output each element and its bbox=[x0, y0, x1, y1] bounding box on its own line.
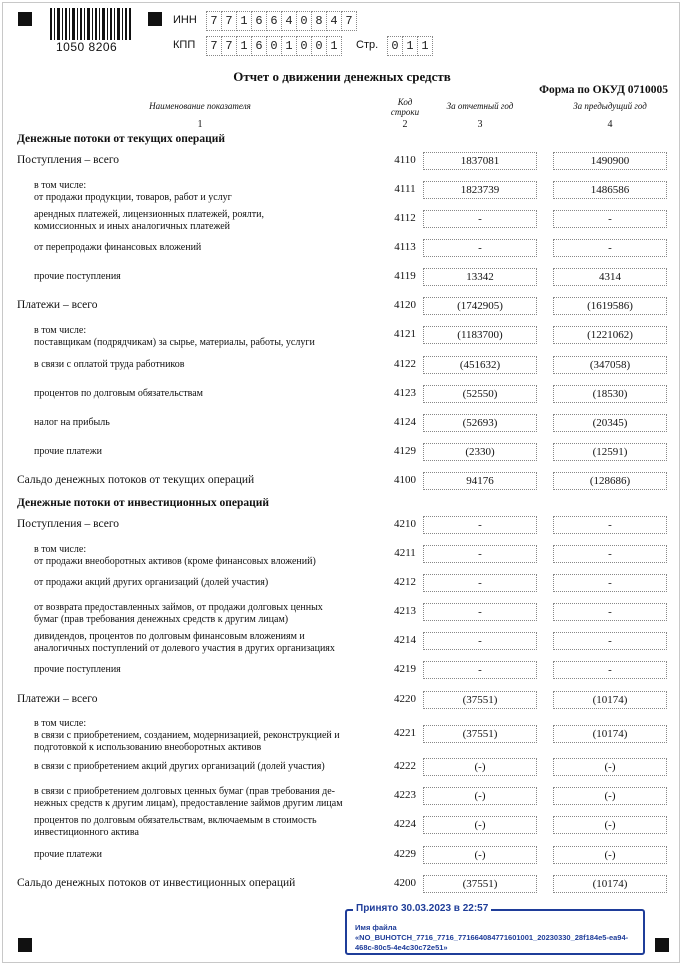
table-row bbox=[0, 296, 684, 316]
corner-marker-bottom-left bbox=[18, 938, 32, 952]
barcode-number: 1050 8206 bbox=[56, 40, 118, 54]
column-header-previous: За предыдущий год bbox=[573, 101, 647, 111]
table-row bbox=[0, 325, 684, 348]
table-row bbox=[0, 413, 684, 433]
inn-digit-cell: 1 bbox=[236, 11, 252, 31]
inn-digit-cell: 0 bbox=[296, 11, 312, 31]
row-code: 4211 bbox=[394, 547, 416, 559]
table-row bbox=[0, 718, 684, 753]
section-operating: Денежные потоки от текущих операций bbox=[17, 133, 225, 145]
acceptance-stamp bbox=[345, 903, 645, 955]
row-code: 4210 bbox=[394, 518, 416, 530]
row-code: 4122 bbox=[394, 358, 416, 370]
table-row bbox=[0, 515, 684, 535]
value-previous-year: (1221062) bbox=[553, 326, 667, 344]
column-header-name: Наименование показателя bbox=[149, 101, 251, 111]
inn-digit-cell: 6 bbox=[251, 11, 267, 31]
row-label: дивидендов, процентов по долговым финансовым вложениям и аналогичных поступлений от долевого участия в других организациях bbox=[34, 631, 335, 654]
row-code: 4213 bbox=[394, 605, 416, 617]
inn-digit-cell: 7 bbox=[341, 11, 357, 31]
table-row bbox=[0, 786, 684, 809]
row-label: прочие платежи bbox=[34, 849, 103, 860]
row-code: 4120 bbox=[394, 299, 416, 311]
value-previous-year: (10174) bbox=[553, 875, 667, 893]
table-row bbox=[0, 471, 684, 491]
row-code: 4214 bbox=[394, 634, 416, 646]
value-previous-year: (-) bbox=[553, 816, 667, 834]
value-current-year: - bbox=[423, 545, 537, 563]
inn-field bbox=[206, 11, 356, 31]
value-current-year: (2330) bbox=[423, 443, 537, 461]
row-label: от перепродажи финансовых вложений bbox=[34, 242, 202, 253]
row-code: 4121 bbox=[394, 328, 416, 340]
table-row bbox=[0, 209, 684, 232]
row-label: прочие поступления bbox=[34, 664, 121, 675]
kpp-digit-cell: 0 bbox=[296, 36, 312, 56]
inn-digit-cell: 4 bbox=[326, 11, 342, 31]
row-label: процентов по долговым обязательствам bbox=[34, 388, 203, 399]
row-code: 4212 bbox=[394, 576, 416, 588]
stamp-title: Принято 30.03.2023 в 22:57 bbox=[353, 903, 491, 914]
value-current-year: 1823739 bbox=[423, 181, 537, 199]
page-label: Стр. bbox=[356, 39, 379, 51]
table-row bbox=[0, 845, 684, 865]
value-previous-year: (10174) bbox=[553, 691, 667, 709]
column-number-2: 2 bbox=[402, 119, 408, 130]
row-label: в том числе: поставщикам (подрядчикам) за сырье, материалы, работы, услуги bbox=[34, 325, 315, 348]
value-current-year: 1837081 bbox=[423, 152, 537, 170]
table-row bbox=[0, 757, 684, 777]
inn-label: ИНН bbox=[173, 14, 197, 26]
value-previous-year: (10174) bbox=[553, 725, 667, 743]
row-label: в связи с приобретением долговых ценных бумаг (прав требования де- нежных средств к другим лицам), предоставление займов другим лицам bbox=[34, 786, 343, 809]
value-previous-year: (20345) bbox=[553, 414, 667, 432]
inn-digit-cell: 8 bbox=[311, 11, 327, 31]
page-number-field bbox=[387, 36, 432, 56]
page-digit-cell: 0 bbox=[387, 36, 403, 56]
column-number-3: 3 bbox=[477, 119, 483, 130]
row-code: 4229 bbox=[394, 848, 416, 860]
value-current-year: - bbox=[423, 516, 537, 534]
value-current-year: - bbox=[423, 210, 537, 228]
column-number-1: 1 bbox=[197, 119, 203, 130]
row-code: 4100 bbox=[394, 474, 416, 486]
stamp-file-name: «NO_BUHOTCH_7716_7716_771664084771601001_20230330_28f184e5-ea94-468c-80c5-4e4c30c72e51» bbox=[355, 933, 629, 952]
column-number-4: 4 bbox=[607, 119, 613, 130]
row-label: в том числе: от продажи внеоборотных активов (кроме финансовых вложений) bbox=[34, 544, 316, 567]
row-label: прочие платежи bbox=[34, 446, 103, 457]
kpp-digit-cell: 7 bbox=[206, 36, 222, 56]
value-current-year: - bbox=[423, 239, 537, 257]
value-previous-year: - bbox=[553, 603, 667, 621]
value-current-year: (-) bbox=[423, 846, 537, 864]
value-previous-year: (12591) bbox=[553, 443, 667, 461]
value-previous-year: (-) bbox=[553, 787, 667, 805]
table-row bbox=[0, 573, 684, 593]
row-label: в связи с приобретением акций других организаций (долей участия) bbox=[34, 761, 325, 772]
table-row bbox=[0, 442, 684, 462]
value-previous-year: (18530) bbox=[553, 385, 667, 403]
row-code: 4220 bbox=[394, 693, 416, 705]
table-row bbox=[0, 631, 684, 654]
value-previous-year: 1486586 bbox=[553, 181, 667, 199]
report-title: Отчет о движении денежных средств bbox=[233, 69, 451, 84]
value-current-year: (-) bbox=[423, 758, 537, 776]
kpp-digit-cell: 0 bbox=[266, 36, 282, 56]
value-previous-year: - bbox=[553, 632, 667, 650]
value-previous-year: (1619586) bbox=[553, 297, 667, 315]
value-current-year: (451632) bbox=[423, 356, 537, 374]
kpp-field bbox=[206, 36, 341, 56]
value-current-year: (37551) bbox=[423, 725, 537, 743]
row-code: 4123 bbox=[394, 387, 416, 399]
kpp-digit-cell: 1 bbox=[326, 36, 342, 56]
row-code: 4112 bbox=[394, 212, 416, 224]
inn-digit-cell: 4 bbox=[281, 11, 297, 31]
barcode-image bbox=[50, 8, 132, 40]
table-row bbox=[0, 267, 684, 287]
row-label: в том числе: от продажи продукции, товаров, работ и услуг bbox=[34, 180, 232, 203]
kpp-digit-cell: 6 bbox=[251, 36, 267, 56]
value-previous-year: - bbox=[553, 210, 667, 228]
table-row bbox=[0, 180, 684, 203]
row-label: налог на прибыль bbox=[34, 417, 110, 428]
table-row bbox=[0, 874, 684, 894]
table-row bbox=[0, 355, 684, 375]
row-label: от продажи акций других организаций (долей участия) bbox=[34, 577, 269, 588]
kpp-digit-cell: 7 bbox=[221, 36, 237, 56]
value-previous-year: - bbox=[553, 239, 667, 257]
table-row bbox=[0, 384, 684, 404]
corner-marker-bottom-right bbox=[655, 938, 669, 952]
table-row bbox=[0, 660, 684, 680]
okud-code: Форма по ОКУД 0710005 bbox=[539, 84, 668, 96]
table-row bbox=[0, 602, 684, 625]
column-header-current: За отчетный год bbox=[446, 101, 514, 111]
value-current-year: (-) bbox=[423, 787, 537, 805]
value-previous-year: - bbox=[553, 516, 667, 534]
row-code: 4200 bbox=[394, 877, 416, 889]
section-investing: Денежные потоки от инвестиционных операций bbox=[17, 497, 269, 509]
row-code: 4119 bbox=[394, 270, 416, 282]
value-previous-year: 1490900 bbox=[553, 152, 667, 170]
value-current-year: - bbox=[423, 603, 537, 621]
row-code: 4223 bbox=[394, 789, 416, 801]
row-label: от возврата предоставленных займов, от продажи долговых ценных бумаг (прав требования денежных средств к другим лицам) bbox=[34, 602, 323, 625]
value-previous-year: - bbox=[553, 661, 667, 679]
row-label: процентов по долговым обязательствам, включаемым в стоимость инвестиционного актива bbox=[34, 815, 317, 838]
row-code: 4124 bbox=[394, 416, 416, 428]
table-row bbox=[0, 238, 684, 258]
table-row bbox=[0, 815, 684, 838]
inn-digit-cell: 6 bbox=[266, 11, 282, 31]
value-previous-year: - bbox=[553, 574, 667, 592]
row-code: 4224 bbox=[394, 818, 416, 830]
value-current-year: (1183700) bbox=[423, 326, 537, 344]
kpp-digit-cell: 1 bbox=[281, 36, 297, 56]
value-previous-year: (128686) bbox=[553, 472, 667, 490]
value-previous-year: (347058) bbox=[553, 356, 667, 374]
row-label: арендных платежей, лицензионных платежей, роялти, комиссионных и иных аналогичных платежей bbox=[34, 209, 265, 232]
row-code: 4110 bbox=[394, 154, 416, 166]
inn-digit-cell: 7 bbox=[221, 11, 237, 31]
value-previous-year: (-) bbox=[553, 846, 667, 864]
row-label: прочие поступления bbox=[34, 271, 121, 282]
row-code: 4219 bbox=[394, 663, 416, 675]
row-label: в связи с оплатой труда работников bbox=[34, 359, 185, 370]
value-current-year: (52693) bbox=[423, 414, 537, 432]
row-code: 4221 bbox=[394, 727, 416, 739]
row-label: в том числе: в связи с приобретением, созданием, модернизацией, реконструкцией и подготовкой к использованию внеоборотных активов bbox=[34, 718, 340, 753]
kpp-digit-cell: 0 bbox=[311, 36, 327, 56]
row-label: Сальдо денежных потоков от текущих операций bbox=[17, 474, 255, 486]
value-previous-year: (-) bbox=[553, 758, 667, 776]
value-current-year: 94176 bbox=[423, 472, 537, 490]
value-current-year: (52550) bbox=[423, 385, 537, 403]
value-current-year: (37551) bbox=[423, 875, 537, 893]
inn-digit-cell: 7 bbox=[206, 11, 222, 31]
column-header-code: Код строки bbox=[390, 97, 420, 117]
table-row bbox=[0, 544, 684, 567]
row-label: Поступления – всего bbox=[17, 154, 120, 166]
row-label: Платежи – всего bbox=[17, 299, 98, 311]
kpp-digit-cell: 1 bbox=[236, 36, 252, 56]
page-digit-cell: 1 bbox=[417, 36, 433, 56]
value-current-year: (-) bbox=[423, 816, 537, 834]
value-current-year: - bbox=[423, 661, 537, 679]
corner-marker-top-mid bbox=[148, 12, 162, 26]
row-code: 4111 bbox=[394, 183, 416, 195]
value-current-year: - bbox=[423, 632, 537, 650]
row-code: 4129 bbox=[394, 445, 416, 457]
table-row bbox=[0, 690, 684, 710]
row-code: 4222 bbox=[394, 760, 416, 772]
row-label: Платежи – всего bbox=[17, 693, 98, 705]
kpp-label: КПП bbox=[173, 39, 196, 51]
row-label: Сальдо денежных потоков от инвестиционных операций bbox=[17, 877, 296, 889]
value-previous-year: - bbox=[553, 545, 667, 563]
value-current-year: (1742905) bbox=[423, 297, 537, 315]
value-current-year: - bbox=[423, 574, 537, 592]
value-current-year: (37551) bbox=[423, 691, 537, 709]
value-previous-year: 4314 bbox=[553, 268, 667, 286]
stamp-file-label: Имя файла bbox=[355, 923, 397, 932]
page-digit-cell: 1 bbox=[402, 36, 418, 56]
table-row bbox=[0, 151, 684, 171]
stamp-file-info bbox=[355, 923, 641, 953]
row-code: 4113 bbox=[394, 241, 416, 253]
row-label: Поступления – всего bbox=[17, 518, 120, 530]
value-current-year: 13342 bbox=[423, 268, 537, 286]
corner-marker-top-left bbox=[18, 12, 32, 26]
